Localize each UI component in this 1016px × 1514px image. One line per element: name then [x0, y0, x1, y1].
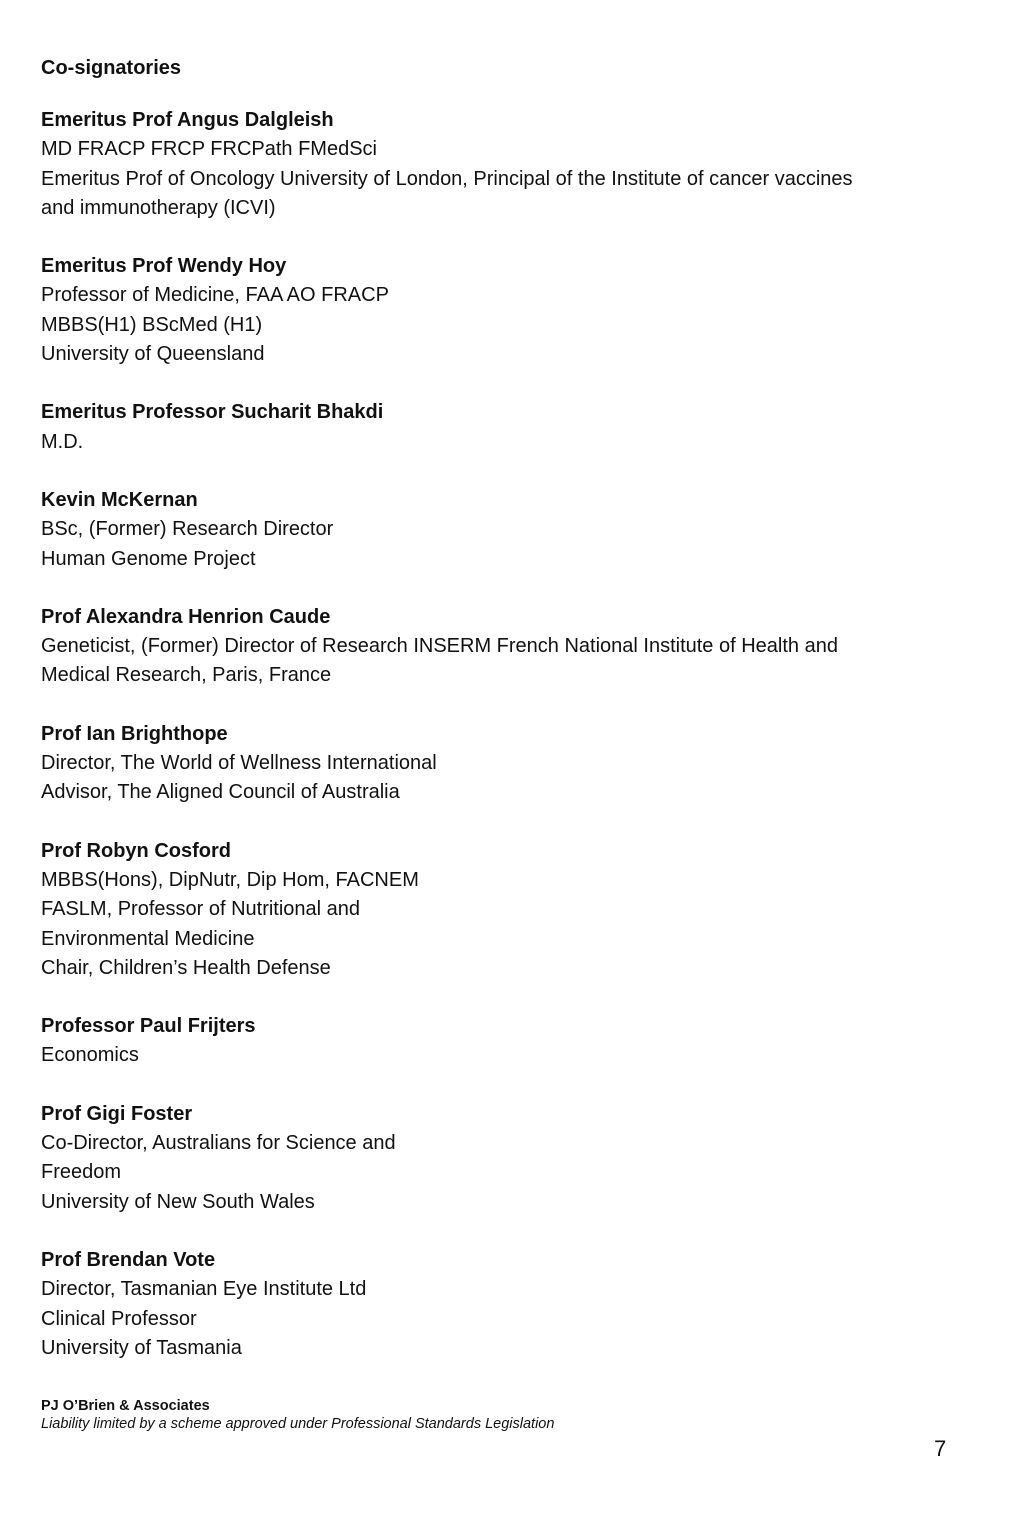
signatory-name: Prof Brendan Vote [41, 1248, 216, 1271]
section-heading: Co-signatories [41, 57, 182, 79]
document-body [41, 55, 971, 1392]
signatory-detail: Emeritus Prof of Oncology University of London, Principal of the Institute of cancer vaccines [41, 167, 853, 190]
signatory-name: Emeritus Professor Sucharit Bhakdi [41, 401, 384, 424]
signatory-detail: Advisor, The Aligned Council of Australia [41, 781, 400, 804]
signatory-detail: M.D. [41, 430, 84, 453]
signatory-name: Prof Gigi Foster [41, 1102, 193, 1125]
signatory-detail: Co-Director, Australians for Science and [41, 1132, 396, 1155]
signatory-name: Kevin McKernan [41, 488, 198, 511]
signatory-block [41, 106, 971, 223]
signatory-detail: Professor of Medicine, FAA AO FRACP [41, 284, 389, 307]
firm-name: PJ O’Brien & Associates [41, 1398, 210, 1414]
signatory-detail: University of Queensland [41, 343, 265, 366]
signatory-name: Professor Paul Frijters [41, 1015, 256, 1038]
signatory-block [41, 1100, 971, 1217]
signatory-detail: BSc, (Former) Research Director [41, 518, 334, 541]
signatory-detail: Environmental Medicine [41, 927, 255, 950]
signatory-detail: FASLM, Professor of Nutritional and [41, 898, 361, 921]
signatory-block [41, 1012, 971, 1071]
signatory-name: Emeritus Prof Wendy Hoy [41, 255, 287, 278]
signatory-detail: and immunotherapy (ICVI) [41, 196, 276, 219]
signatory-block [41, 252, 971, 369]
signatory-name: Prof Alexandra Henrion Caude [41, 605, 331, 628]
page-footer [41, 1397, 741, 1433]
signatory-block [41, 720, 971, 808]
signatory-detail: MD FRACP FRCP FRCPath FMedSci [41, 138, 377, 161]
signatory-block [41, 1246, 971, 1363]
page-number: 7 [934, 1436, 947, 1461]
signatory-detail: Clinical Professor [41, 1307, 197, 1330]
signatory-detail: Chair, Children’s Health Defense [41, 956, 331, 979]
signatory-name: Prof Ian Brighthope [41, 722, 228, 745]
signatory-name: Prof Robyn Cosford [41, 839, 231, 862]
liability-disclaimer: Liability limited by a scheme approved under Professional Standards Legislation [41, 1416, 555, 1432]
signatory-block [41, 486, 971, 574]
signatory-detail: Human Genome Project [41, 547, 256, 570]
signatory-block [41, 603, 971, 691]
signatory-detail: University of New South Wales [41, 1190, 315, 1213]
signatory-detail: Freedom [41, 1161, 122, 1184]
signatory-detail: Director, Tasmanian Eye Institute Ltd [41, 1278, 367, 1301]
signatory-detail: MBBS(H1) BScMed (H1) [41, 313, 263, 336]
signatory-detail: Medical Research, Paris, France [41, 664, 332, 687]
signatory-block [41, 837, 971, 983]
signatory-detail: University of Tasmania [41, 1336, 242, 1359]
signatory-detail: Economics [41, 1044, 139, 1067]
signatory-detail: Geneticist, (Former) Director of Research INSERM French National Institute of Health and [41, 635, 838, 658]
signatory-name: Emeritus Prof Angus Dalgleish [41, 109, 334, 131]
signatory-block [41, 398, 971, 457]
signatory-detail: Director, The World of Wellness International [41, 752, 437, 775]
signatory-detail: MBBS(Hons), DipNutr, Dip Hom, FACNEM [41, 868, 419, 891]
